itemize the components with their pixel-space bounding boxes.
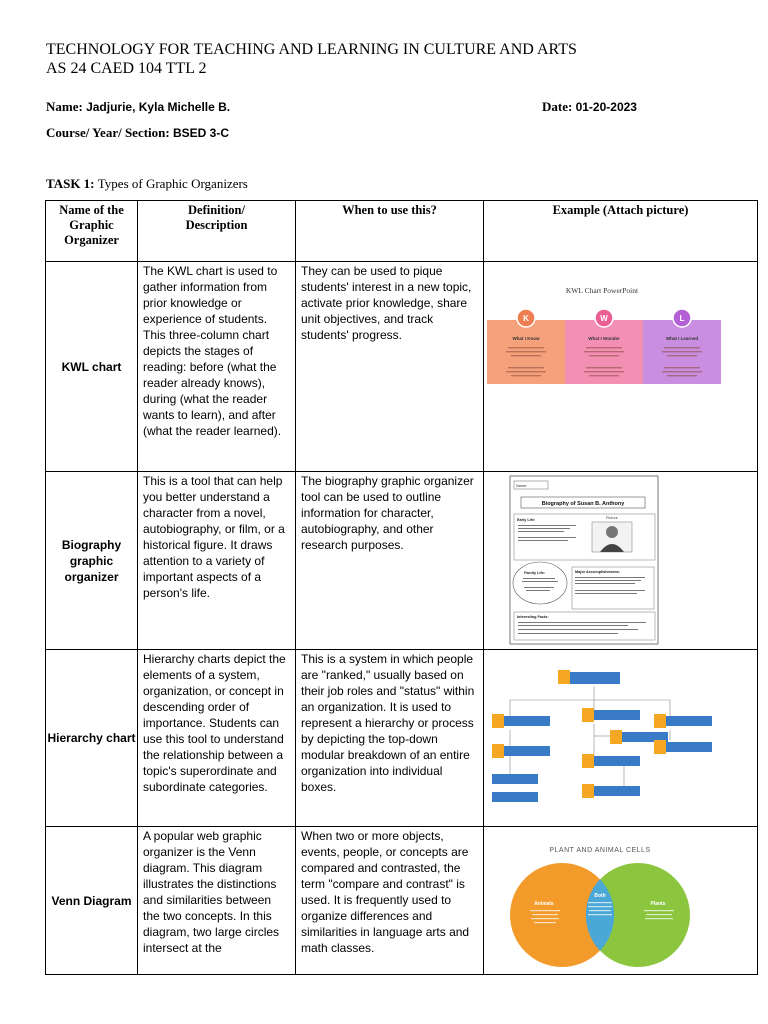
- date-field: [542, 99, 637, 115]
- hierarchy-node: [492, 744, 550, 758]
- biography-family-life-oval: [513, 562, 567, 604]
- venn-middle-label: Both: [594, 893, 606, 899]
- venn-example-title: PLANT AND ANIMAL CELLS: [549, 847, 651, 854]
- organizer-definition: This is a tool that can help you better understand a character from a novel, autobiography, or film, or a historical figure. It draws attention to a variety of important aspects of a person's life.: [138, 472, 296, 650]
- course-value: BSED 3-C: [172, 126, 229, 140]
- organizer-definition: Hierarchy charts depict the elements of a system, organization, or concept in descending order of importance. Students can use this tool to understand the relationship between a topic's superordinate and subordinate categories.: [138, 650, 296, 827]
- header-name: Name of the Graphic Organizer: [46, 201, 138, 262]
- kwl-heading-w: What I Wonder: [588, 336, 620, 341]
- header-definition: Definition/ Description: [138, 201, 296, 262]
- biography-interesting-facts-label: Interesting Facts:: [517, 615, 549, 619]
- organizer-name: Biography graphic organizer: [46, 472, 138, 650]
- kwl-heading-l: What I Learned: [665, 336, 699, 341]
- biography-family-life-label: Family Life:: [524, 571, 546, 575]
- document-title-line-1: TECHNOLOGY FOR TEACHING AND LEARNING IN CULTURE AND ARTS: [46, 41, 577, 58]
- biography-picture-label: Picture: [606, 516, 618, 520]
- hierarchy-node: [582, 784, 640, 798]
- header-example: Example (Attach picture): [484, 201, 758, 262]
- name-value: Jadjurie, Kyla Michelle B.: [86, 100, 231, 114]
- organizer-name: KWL chart: [46, 262, 138, 472]
- hierarchy-node: [582, 708, 640, 722]
- kwl-letter-w: W: [600, 314, 608, 323]
- hierarchy-node: [492, 792, 538, 802]
- table-row: [46, 472, 758, 650]
- biography-portrait-head: [606, 526, 618, 538]
- date-label: Date:: [542, 99, 573, 114]
- date-value: 01-20-2023: [575, 100, 637, 114]
- graphic-organizers-table: [45, 200, 758, 975]
- organizer-when: When two or more objects, events, people, or concepts are compared and contrasted, the term "compare and contrast" is used. It is frequently used to organize differences and similarities in language arts and math classes.: [296, 827, 484, 975]
- course-field: [46, 125, 229, 141]
- hierarchy-node: [654, 740, 712, 754]
- task-heading: [46, 176, 248, 192]
- name-label: Name:: [46, 99, 83, 114]
- venn-right-label: Plants: [650, 901, 666, 907]
- course-label: Course/ Year/ Section:: [46, 125, 170, 140]
- task-label: TASK 1:: [46, 176, 95, 191]
- hierarchy-node: [582, 754, 640, 768]
- document-title-line-2: AS 24 CAED 104 TTL 2: [46, 60, 207, 77]
- hierarchy-node-top: [558, 670, 620, 684]
- organizer-definition: The KWL chart is used to gather information from prior knowledge or experience of students. This three-column chart depicts the stages of reading: before (what the reader already knows), during (what the reader wants to learn), and after (what the reader learned).: [138, 262, 296, 472]
- header-when: When to use this?: [296, 201, 484, 262]
- table-row: [46, 262, 758, 472]
- hierarchy-node: [492, 774, 538, 784]
- hierarchy-node: [492, 714, 550, 728]
- hierarchy-node: [654, 714, 712, 728]
- organizer-definition: A popular web graphic organizer is the Venn diagram. This diagram illustrates the distinctions and similarities between the two concepts. In this diagram, two large circles intersect at the: [138, 827, 296, 975]
- biography-accomplishments-label: Major Accomplishments:: [575, 570, 621, 574]
- table-row: [46, 827, 758, 975]
- kwl-example-picture: [484, 262, 758, 472]
- name-field: [46, 99, 230, 115]
- biography-name-label: Name:: [516, 484, 528, 488]
- biography-title: Biography of Susan B. Anthony: [541, 501, 625, 507]
- biography-early-life-label: Early Life:: [517, 518, 536, 522]
- table-row: [46, 650, 758, 827]
- organizer-when: They can be used to pique students' interest in a new topic, activate prior knowledge, share unit objectives, and track students' progress.: [296, 262, 484, 472]
- kwl-letter-l: L: [679, 314, 685, 323]
- hierarchy-example-picture: [484, 650, 758, 827]
- kwl-letter-k: K: [523, 314, 529, 323]
- task-title: Types of Graphic Organizers: [97, 176, 248, 191]
- organizer-when: The biography graphic organizer tool can be used to outline information for character, autobiography, and other research purposes.: [296, 472, 484, 650]
- organizer-name: Venn Diagram: [46, 827, 138, 975]
- venn-left-label: Animals: [534, 901, 554, 907]
- organizer-name: Hierarchy chart: [46, 650, 138, 827]
- venn-example-picture: [484, 827, 758, 975]
- kwl-heading-k: What I Know: [512, 336, 540, 341]
- kwl-example-title: KWL Chart PowerPoint: [565, 286, 639, 295]
- table-header-row: [46, 201, 758, 262]
- biography-example-picture: [484, 472, 758, 650]
- organizer-when: This is a system in which people are "ranked," usually based on their job roles and "status" within an organization. It is used to represent a hierarchy or process by depicting the top-down modular breakdown of an entire organization into individual boxes.: [296, 650, 484, 827]
